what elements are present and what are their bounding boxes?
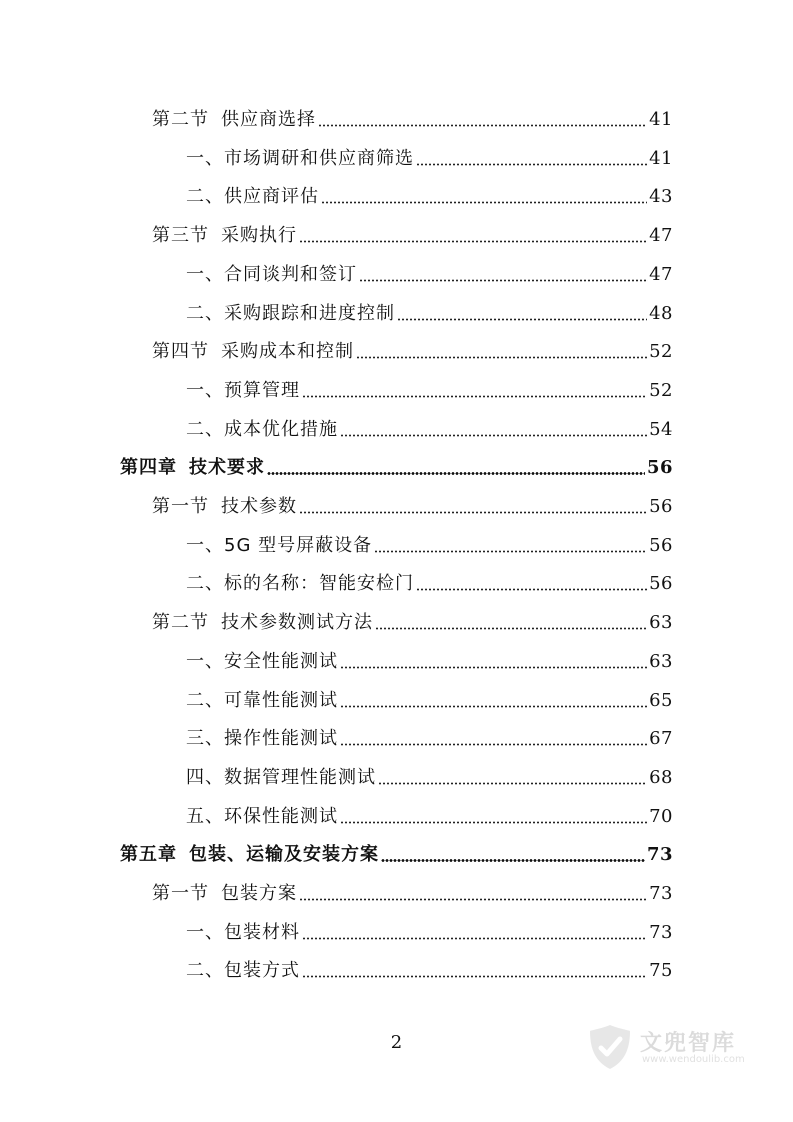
toc-entry-item[interactable] bbox=[186, 379, 673, 403]
toc-entry-title bbox=[186, 921, 300, 945]
toc-entry-text: 包装方案 bbox=[221, 883, 297, 904]
toc-dot-leader bbox=[340, 705, 647, 708]
toc-dot-leader bbox=[302, 937, 647, 940]
toc-entry-item[interactable] bbox=[186, 302, 673, 326]
toc-entry-item[interactable] bbox=[186, 650, 673, 674]
toc-entry-section[interactable] bbox=[152, 882, 673, 906]
toc-entry-page: 75 bbox=[649, 960, 673, 981]
toc-entry-text: 包装、运输及安装方案 bbox=[189, 844, 379, 865]
toc-entry-text: 包装方式 bbox=[224, 960, 300, 981]
toc-entry-item[interactable] bbox=[186, 805, 673, 829]
toc-entry-text: 操作性能测试 bbox=[224, 728, 338, 749]
toc-entry-title bbox=[152, 495, 297, 519]
toc-entry-section[interactable] bbox=[152, 495, 673, 519]
toc-entry-page: 56 bbox=[646, 457, 673, 478]
toc-entry-prefix: 一、 bbox=[186, 651, 224, 672]
toc-dot-leader bbox=[416, 163, 647, 166]
toc-entry-title bbox=[186, 302, 395, 326]
toc-dot-leader bbox=[340, 821, 647, 824]
toc-entry-text: 供应商选择 bbox=[221, 109, 316, 130]
toc-entry-prefix: 第五章 bbox=[120, 844, 177, 865]
toc-entry-title bbox=[186, 379, 300, 403]
toc-entry-title bbox=[186, 805, 338, 829]
watermark-text: 文兜智库 bbox=[640, 1031, 737, 1056]
toc-entry-page: 65 bbox=[649, 690, 673, 711]
toc-entry-text: 供应商评估 bbox=[224, 186, 319, 207]
toc-entry-prefix: 第四章 bbox=[120, 457, 177, 478]
toc-entry-page: 68 bbox=[649, 767, 673, 788]
toc-entry-item[interactable] bbox=[186, 263, 673, 287]
toc-entry-title bbox=[186, 689, 338, 713]
toc-entry-text: 可靠性能测试 bbox=[224, 690, 338, 711]
toc-entry-prefix: 一、 bbox=[186, 264, 224, 285]
toc-entry-prefix: 三、 bbox=[186, 728, 224, 749]
toc-entry-item[interactable] bbox=[186, 766, 673, 790]
toc-entry-page: 43 bbox=[649, 186, 673, 207]
toc-dot-leader bbox=[299, 240, 647, 243]
toc-entry-text: 标的名称：智能安检门 bbox=[224, 573, 414, 594]
toc-entry-text: 技术参数 bbox=[221, 496, 297, 517]
toc-entry-page: 41 bbox=[649, 148, 673, 169]
toc-entry-title bbox=[120, 843, 379, 867]
watermark-shield-icon bbox=[586, 1022, 634, 1072]
toc-dot-leader bbox=[359, 279, 647, 282]
toc-entry-text: 安全性能测试 bbox=[224, 651, 338, 672]
toc-dot-leader bbox=[381, 859, 645, 862]
toc-dot-leader bbox=[397, 318, 647, 321]
toc-entry-page: 73 bbox=[649, 922, 673, 943]
toc-entry-page: 52 bbox=[649, 341, 673, 362]
watermark-url: www.wendoulib.com bbox=[642, 1054, 745, 1065]
toc-dot-leader bbox=[375, 627, 647, 630]
toc-dot-leader bbox=[374, 550, 647, 553]
toc-dot-leader bbox=[340, 434, 647, 437]
toc-dot-leader bbox=[267, 472, 645, 475]
toc-entry-title bbox=[152, 340, 354, 364]
toc-entry-prefix: 第一节 bbox=[152, 883, 209, 904]
toc-dot-leader bbox=[321, 201, 647, 204]
toc-entry-text: 预算管理 bbox=[224, 380, 300, 401]
toc-entry-page: 41 bbox=[649, 109, 673, 130]
toc-entry-section[interactable] bbox=[152, 224, 673, 248]
toc-entry-page: 67 bbox=[649, 728, 673, 749]
toc-entry-title bbox=[186, 650, 338, 674]
toc-entry-page: 56 bbox=[649, 535, 673, 556]
toc-entry-text: 数据管理性能测试 bbox=[224, 767, 376, 788]
toc-entry-prefix: 第二节 bbox=[152, 612, 209, 633]
toc-entry-prefix: 二、 bbox=[186, 573, 224, 594]
toc-dot-leader bbox=[340, 666, 647, 669]
toc-entry-page: 63 bbox=[649, 651, 673, 672]
toc-entry-prefix: 第三节 bbox=[152, 225, 209, 246]
toc-entry-text: 市场调研和供应商筛选 bbox=[224, 148, 414, 169]
toc-dot-leader bbox=[299, 898, 647, 901]
toc-entry-prefix: 二、 bbox=[186, 960, 224, 981]
toc-entry-page: 73 bbox=[646, 844, 673, 865]
toc-entry-prefix: 第一节 bbox=[152, 496, 209, 517]
toc-entry-page: 56 bbox=[649, 496, 673, 517]
toc-entry-item[interactable] bbox=[186, 185, 673, 209]
toc-entry-page: 70 bbox=[649, 806, 673, 827]
toc-entry-prefix: 一、 bbox=[186, 535, 224, 556]
toc-dot-leader bbox=[302, 395, 647, 398]
toc-dot-leader bbox=[378, 782, 647, 785]
toc-entry-title bbox=[186, 534, 372, 558]
toc-entry-prefix: 二、 bbox=[186, 690, 224, 711]
toc-dot-leader bbox=[318, 124, 647, 127]
toc-entry-title bbox=[186, 263, 357, 287]
toc-entry-prefix: 二、 bbox=[186, 303, 224, 324]
toc-entry-prefix: 第四节 bbox=[152, 341, 209, 362]
toc-entry-page: 56 bbox=[649, 573, 673, 594]
toc-entry-text: 环保性能测试 bbox=[224, 806, 338, 827]
toc-entry-text: 采购成本和控制 bbox=[221, 341, 354, 362]
toc-dot-leader bbox=[416, 588, 647, 591]
toc-entry-item[interactable] bbox=[186, 418, 673, 442]
toc-entry-title bbox=[186, 147, 414, 171]
toc-dot-leader bbox=[299, 511, 647, 514]
toc-entry-prefix: 二、 bbox=[186, 419, 224, 440]
toc-entry-prefix: 第二节 bbox=[152, 109, 209, 130]
toc-entry-item[interactable] bbox=[186, 921, 673, 945]
toc-entry-text: 采购跟踪和进度控制 bbox=[224, 303, 395, 324]
toc-entry-title bbox=[186, 727, 338, 751]
toc-entry-title bbox=[152, 882, 297, 906]
watermark-logo bbox=[586, 1022, 786, 1078]
toc-entry-item[interactable] bbox=[186, 689, 673, 713]
toc-entry-prefix: 五、 bbox=[186, 806, 224, 827]
toc-entry-title bbox=[186, 572, 414, 596]
toc-entry-item[interactable] bbox=[186, 727, 673, 751]
toc-entry-text: 包装材料 bbox=[224, 922, 300, 943]
toc-entry-page: 52 bbox=[649, 380, 673, 401]
toc-entry-page: 73 bbox=[649, 883, 673, 904]
toc-dot-leader bbox=[340, 743, 647, 746]
toc-entry-page: 63 bbox=[649, 612, 673, 633]
toc-entry-title bbox=[186, 185, 319, 209]
toc-entry-title bbox=[186, 418, 338, 442]
toc-entry-title bbox=[186, 766, 376, 790]
toc-entry-prefix: 一、 bbox=[186, 148, 224, 169]
toc-entry-item[interactable] bbox=[186, 147, 673, 171]
toc-entry-page: 48 bbox=[649, 303, 673, 324]
toc-entry-item[interactable] bbox=[186, 572, 673, 596]
toc-dot-leader bbox=[302, 975, 647, 978]
toc-entry-prefix: 一、 bbox=[186, 922, 224, 943]
toc-entry-chapter[interactable] bbox=[120, 456, 673, 480]
toc-entry-page: 54 bbox=[649, 419, 673, 440]
toc-entry-text: 技术要求 bbox=[189, 457, 265, 478]
toc-entry-title bbox=[152, 611, 373, 635]
toc-entry-section[interactable] bbox=[152, 108, 673, 132]
toc-entry-title bbox=[186, 959, 300, 983]
toc-entry-text: 技术参数测试方法 bbox=[221, 612, 373, 633]
toc-entry-page: 47 bbox=[649, 225, 673, 246]
toc-entry-item[interactable] bbox=[186, 534, 673, 558]
toc-entry-title bbox=[120, 456, 265, 480]
toc-entry-title bbox=[152, 108, 316, 132]
toc-entry-text: 采购执行 bbox=[221, 225, 297, 246]
toc-entry-title bbox=[152, 224, 297, 248]
toc-entry-page: 47 bbox=[649, 264, 673, 285]
toc-entry-item[interactable] bbox=[186, 959, 673, 983]
page-number: 2 bbox=[390, 1032, 403, 1053]
toc-dot-leader bbox=[356, 356, 647, 359]
toc-entry-prefix: 二、 bbox=[186, 186, 224, 207]
toc-entry-text: 成本优化措施 bbox=[224, 419, 338, 440]
toc-entry-prefix: 一、 bbox=[186, 380, 224, 401]
toc-entry-text: 5G 型号屏蔽设备 bbox=[224, 535, 373, 556]
toc-entry-section[interactable] bbox=[152, 611, 673, 635]
toc-entry-prefix: 四、 bbox=[186, 767, 224, 788]
toc-entry-section[interactable] bbox=[152, 340, 673, 364]
toc-entry-text: 合同谈判和签订 bbox=[224, 264, 357, 285]
toc-entry-chapter[interactable] bbox=[120, 843, 673, 867]
